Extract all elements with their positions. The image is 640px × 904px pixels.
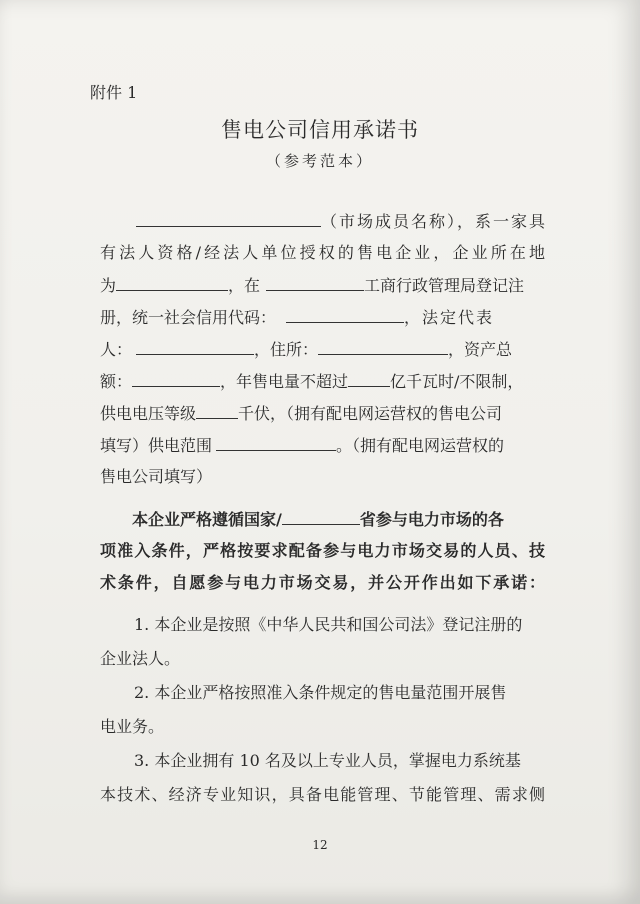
item-1-line-1: 1. 本企业是按照《中华人民共和国公司法》登记注册的 bbox=[134, 615, 523, 634]
address-blank bbox=[318, 338, 448, 355]
annual-sales-blank bbox=[348, 370, 390, 387]
pledge-line-3: 为 ，在 工商行政管理局登记注 bbox=[100, 276, 525, 295]
attachment-label: 附件 1 bbox=[90, 83, 138, 102]
pledge-line-1: （市场成员名称），系一家具 bbox=[100, 210, 545, 233]
pledge-line-6: 额： ，年售电量不超过 亿千瓦时/不限制， bbox=[100, 372, 524, 391]
pledge-line-5: 人： ，住所： ，资产总 bbox=[100, 340, 513, 359]
pledge-line-2: 有法人资格/经法人单位授权的售电企业，企业所在地 bbox=[100, 243, 545, 262]
item-2-line-2: 电业务。 bbox=[100, 717, 165, 736]
total-assets-blank bbox=[132, 370, 220, 387]
voltage-level-blank bbox=[196, 402, 238, 419]
pledge-line-9: 售电公司填写） bbox=[100, 467, 213, 486]
pledge-line-4: 册，统一社会信用代码： ，法定代表 bbox=[100, 308, 495, 327]
legal-representative-blank bbox=[136, 338, 254, 355]
page-number: 12 bbox=[312, 838, 328, 852]
pledge-line-8: 填写）供电范围 。（拥有配电网运营权的 bbox=[100, 436, 505, 455]
province-blank bbox=[282, 508, 360, 525]
commitment-line-1: 本企业严格遵循国家/ 省参与电力市场的各 bbox=[132, 510, 504, 529]
commitment-line-2: 项准入条件，严格按要求配备参与电力市场交易的人员、技 bbox=[100, 541, 545, 560]
item-2-line-1: 2. 本企业严格按照准入条件规定的售电量范围开展售 bbox=[134, 683, 507, 702]
document-subtitle: （参考范本） bbox=[265, 152, 374, 170]
commitment-line-3: 术条件，自愿参与电力市场交易，并公开作出如下承诺： bbox=[100, 573, 545, 592]
member-name-blank bbox=[136, 210, 321, 227]
item-3-line-1: 3. 本企业拥有 10 名及以上专业人员，掌握电力系统基 bbox=[134, 751, 521, 770]
item-3-line-2: 本技术、经济专业知识，具备电能管理、节能管理、需求侧 bbox=[100, 785, 545, 804]
location-blank bbox=[116, 274, 228, 291]
pledge-line-7: 供电电压等级 千伏，（拥有配电网运营权的售电公司 bbox=[100, 404, 503, 423]
document-title: 售电公司信用承诺书 bbox=[221, 118, 419, 142]
supply-area-blank bbox=[216, 434, 336, 451]
item-1-line-2: 企业法人。 bbox=[100, 649, 181, 668]
registration-authority-blank bbox=[266, 274, 364, 291]
credit-code-blank bbox=[286, 306, 404, 323]
